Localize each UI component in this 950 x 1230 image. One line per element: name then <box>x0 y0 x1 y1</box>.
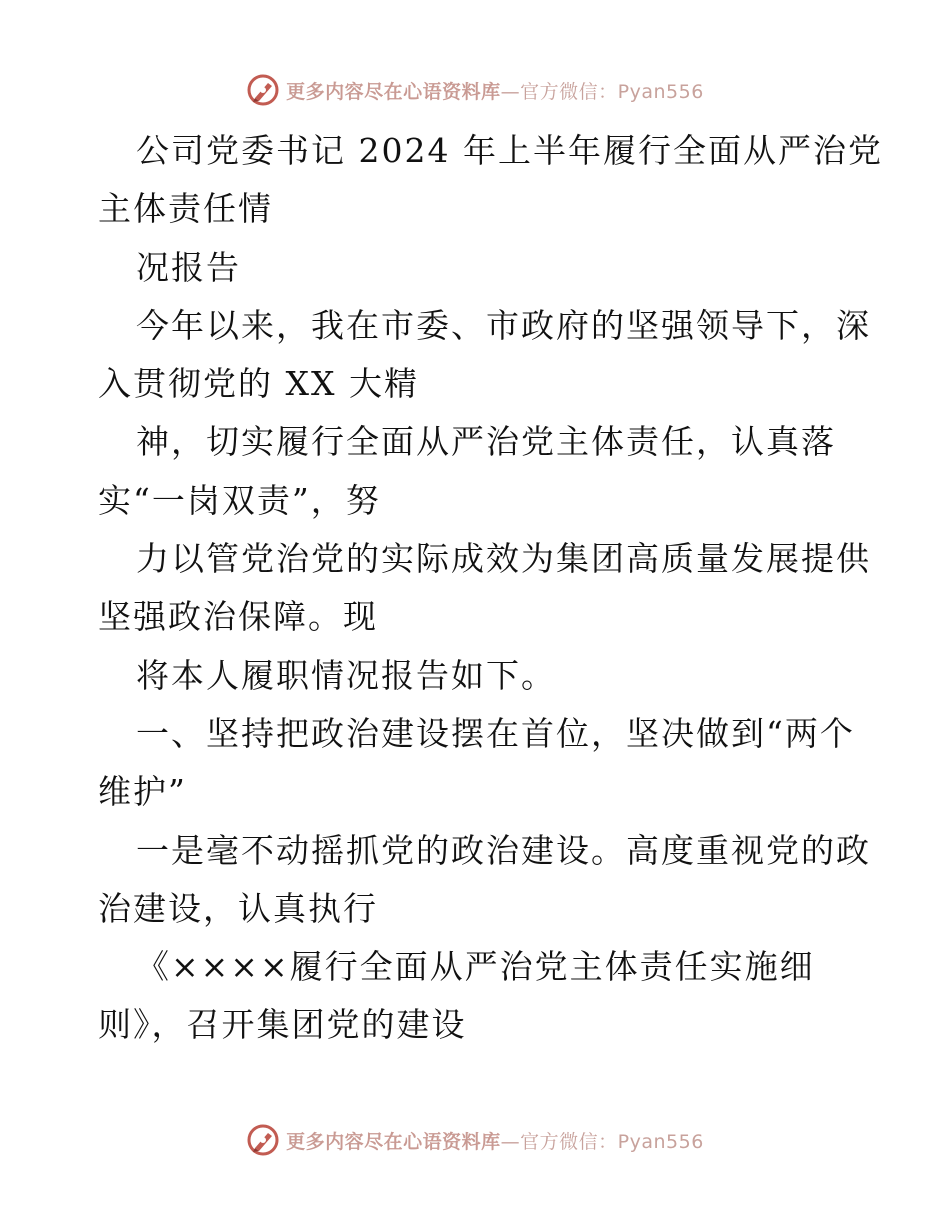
watermark-contact-text: 官方微信：Pyan556 <box>520 80 704 103</box>
body-line: 主体责任情 <box>98 189 273 229</box>
pen-logo-icon <box>246 73 280 107</box>
body-line: 神，切实履行全面从严治党主体责任，认真落 <box>136 422 836 462</box>
watermark-text <box>286 77 704 104</box>
watermark-dash: — <box>500 1130 521 1153</box>
watermark-text <box>286 1127 704 1154</box>
pen-logo-icon <box>246 1123 280 1157</box>
header-watermark-banner <box>0 70 950 110</box>
section-heading-continuation: 维护” <box>98 772 187 812</box>
watermark-dash: — <box>500 80 521 103</box>
body-line: 将本人履职情况报告如下。 <box>136 655 556 695</box>
body-line: 今年以来，我在市委、市政府的坚强领导下，深 <box>136 305 871 345</box>
body-line: 坚强政治保障。现 <box>98 597 378 637</box>
body-line: 实“一岗双责”，努 <box>98 480 381 520</box>
body-line: 治建设，认真执行 <box>98 888 378 928</box>
body-line: 一是毫不动摇抓党的政治建设。高度重视党的政 <box>136 830 871 870</box>
body-line: 况报告 <box>136 247 241 287</box>
body-line: 入贯彻党的 XX 大精 <box>98 364 419 404</box>
section-heading: 一、坚持把政治建设摆在首位，坚决做到“两个 <box>136 713 855 753</box>
watermark-contact-text: 官方微信：Pyan556 <box>520 1130 704 1153</box>
watermark-site-text: 更多内容尽在心语资料库 <box>286 80 501 103</box>
footer-watermark-banner <box>0 1120 950 1160</box>
body-line: 公司党委书记 2024 年上半年履行全面从严治党 <box>136 131 883 170</box>
body-line: 则》，召开集团党的建设 <box>98 1005 467 1045</box>
document-body <box>98 122 883 1055</box>
body-line: 力以管党治党的实际成效为集团高质量发展提供 <box>136 539 871 579</box>
body-line: 《××××履行全面从严治党主体责任实施细 <box>136 947 815 987</box>
watermark-site-text: 更多内容尽在心语资料库 <box>286 1130 501 1153</box>
